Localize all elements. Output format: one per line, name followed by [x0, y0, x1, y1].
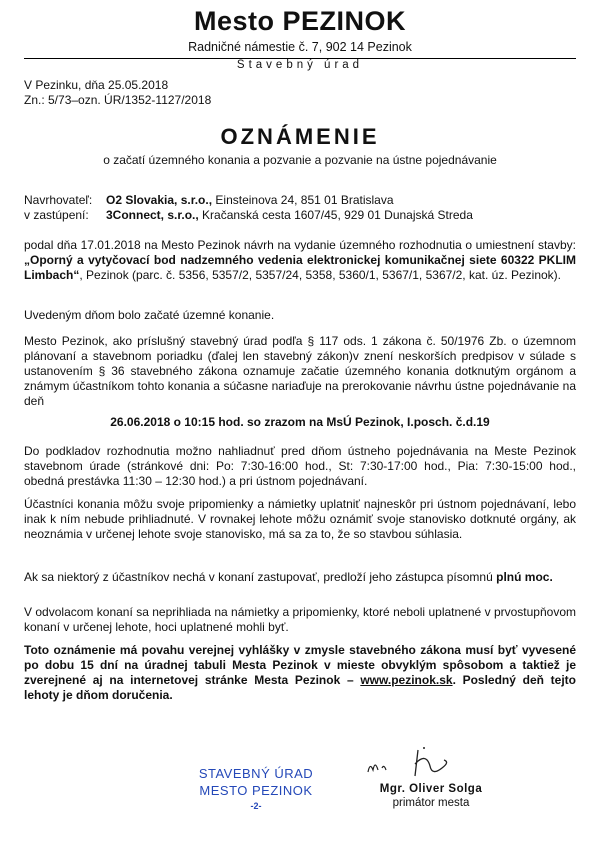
commencement-paragraph: Uvedeným dňom bolo začaté územné konanie. [24, 308, 275, 322]
city-website-link[interactable]: www.pezinok.sk [360, 673, 453, 687]
handwritten-signature [360, 742, 460, 782]
public-notice-text: Toto oznámenie má povahu verejnej vyhlášky v zmysle stavebného zákona musí byť vyvesené po dobu 15 dní na úradnej tabuli Mesta Pezinok v mieste obvyklým spôsobom a taktiež je zverejnené aj na internetovej stránke Mesta Pezinok – [24, 643, 576, 687]
objections-paragraph: Účastníci konania môžu svoje pripomienky a námietky uplatniť najneskôr pri ústnom pojednávaní, lebo inak k ním nebude prihliadnuté. V rovnakej lehote môžu oznámiť svoje stanovisko dotknuté orgány, ak neoznámia v určenej lehote svoje stanovisko, má sa za to, že so stavbou súhlasia. [24, 497, 576, 541]
announcement-paragraph: Mesto Pezinok, ako príslušný stavebný úrad podľa § 117 ods. 1 zákona č. 50/1976 Zb. o územnom plánovaní a stavebnom poriadku (ďalej len stavebný zákon)v znení neskorších predpisov v súlade s ustanovením § 36 stavebného zákona oznamuje začatie územného konania dotknutým orgánom a známym účastníkom tohto konania a súčasne nariaďuje na prerokovanie návrhu ústne pojednávanie na deň [24, 334, 576, 408]
public-notice-text-end: . Posledný deň tejto lehoty je dňom doručenia. [24, 673, 576, 702]
notice-title: OZNÁMENIE [220, 124, 380, 149]
representative-label: v zastúpení: [24, 208, 89, 222]
stamp-number: -2- [250, 801, 262, 811]
appeal-paragraph: V odvolacom konaní sa neprihliada na námietky a pripomienky, ktoré neboli uplatnené v prvostupňovom konaní v určenej lehote, hoci uplatnené mohli byť. [24, 605, 576, 634]
representative-name: 3Connect, s.r.o., [106, 208, 199, 222]
power-of-attorney: plnú moc. [496, 570, 553, 584]
stamp-line-2: MESTO PEZINOK [199, 783, 313, 798]
representation-text: Ak sa niektorý z účastníkov nechá v konaní zastupovať, predloží jeho zástupca písomnú [24, 570, 497, 584]
public-notice-paragraph [24, 643, 576, 703]
signatory-role: primátor mesta [392, 797, 470, 809]
city-address: Radničné námestie č. 7, 902 14 Pezinok [188, 40, 412, 54]
construction-name: „Oporný a vytyčovací bod nadzemného vedenia elektronickej komunikačnej siete 60322 PKLIM Limbach“ [24, 253, 576, 282]
place-date: V Pezinku, dňa 25.05.2018 [24, 78, 169, 92]
representation-paragraph [24, 570, 576, 585]
office-name: Stavebný úrad [236, 59, 364, 71]
reference-number: Zn.: 5/73–ozn. ÚR/1352-1127/2018 [24, 93, 212, 107]
applicant-label: Navrhovateľ: [24, 193, 93, 207]
proposal-text-c: , Pezinok (parc. č. 5356, 5357/2, 5357/24, 5358, 5360/1, 5367/1, 5367/2, kat. úz. Pezinok). [79, 268, 562, 282]
notice-subtitle: o začatí územného konania a pozvanie a pozvanie na ústne pojednávanie [103, 153, 497, 167]
hearing-date: 26.06.2018 o 10:15 hod. so zrazom na MsÚ Pezinok, I.posch. č.d.19 [110, 415, 490, 429]
signatory-name: Mgr. Oliver Solga [379, 783, 483, 795]
applicant-row [24, 193, 394, 207]
proposal-text-a: podal dňa 17.01.2018 na Mesto Pezinok návrh na vydanie územného rozhodnutia o umiestnení stavby: [24, 238, 576, 252]
stamp-line-1: STAVEBNÝ ÚRAD [198, 766, 314, 781]
documents-paragraph: Do podkladov rozhodnutia možno nahliadnuť pred dňom ústneho pojednávania na Meste Pezinok stavebnom úrade (stránkové dni: Po: 7:30-16:00 hod., St: 7:30-17:00 hod., Pia: 7:30-15:00 hod., obedná prestávka 11:30 – 12:30 hod.) a pri ústnom pojednávaní. [24, 444, 576, 488]
city-title: Mesto PEZINOK [193, 6, 407, 36]
applicant-address: Einsteinova 24, 851 01 Bratislava [212, 193, 394, 207]
proposal-paragraph [24, 238, 576, 283]
representative-row [24, 208, 473, 222]
representative-address: Kračanská cesta 1607/45, 929 01 Dunajská Streda [198, 208, 473, 222]
applicant-name: O2 Slovakia, s.r.o., [106, 193, 213, 207]
